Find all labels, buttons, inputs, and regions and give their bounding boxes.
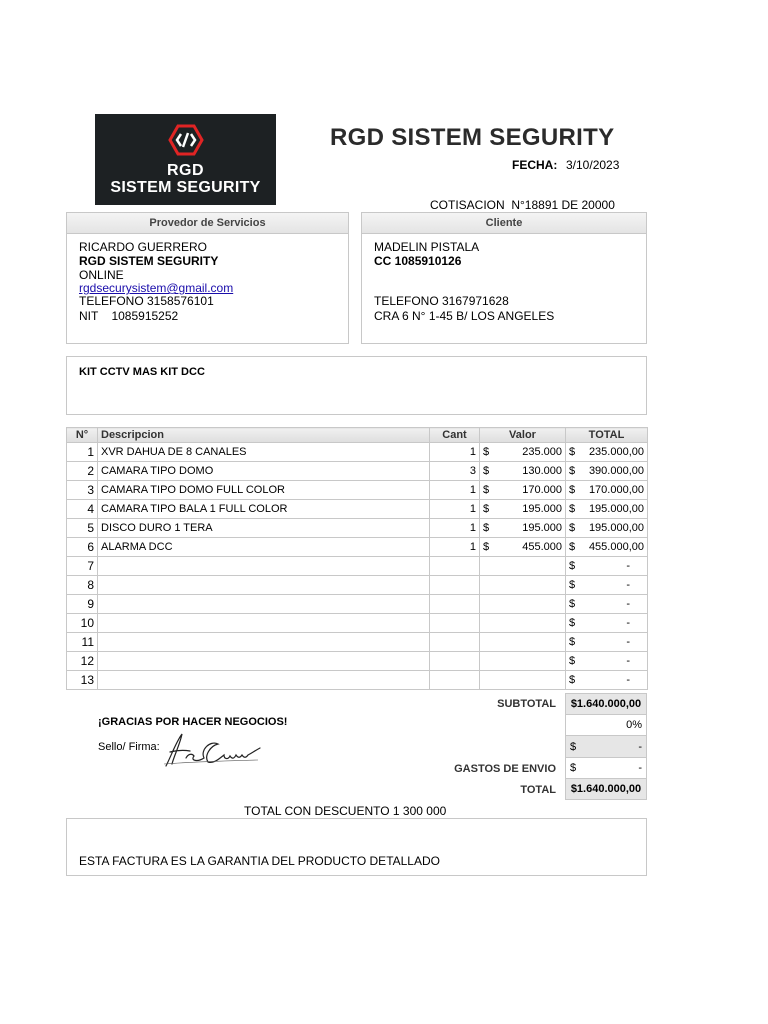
client-address: CRA 6 N° 1-45 B/ LOS ANGELES (374, 309, 555, 323)
date-label: FECHA: (512, 158, 558, 172)
row-value: 235.000 (522, 446, 562, 458)
client-box (361, 212, 647, 344)
row-value-cell (480, 443, 566, 462)
subtotal-label: SUBTOTAL (497, 698, 556, 710)
row-number: 9 (67, 595, 98, 614)
logo-text-line1: RGD (166, 162, 205, 179)
shipping-cell (565, 758, 647, 779)
row-description (98, 614, 430, 633)
row-description: ALARMA DCC (98, 538, 430, 557)
table-row (67, 557, 648, 576)
row-value-cell (480, 557, 566, 576)
table-row (67, 595, 648, 614)
row-quantity: 1 (430, 443, 480, 462)
company-title: RGD SISTEM SEGURITY (330, 124, 615, 151)
row-quantity (430, 557, 480, 576)
table-row (67, 614, 648, 633)
row-value: 455.000 (522, 541, 562, 553)
row-total-cell (566, 500, 648, 519)
row-description (98, 671, 430, 690)
row-number: 10 (67, 614, 98, 633)
row-total: - (626, 617, 630, 629)
shipping-currency: $ (570, 762, 577, 774)
row-total: - (626, 579, 630, 591)
row-value-cell (480, 671, 566, 690)
row-number: 11 (67, 633, 98, 652)
row-total: - (626, 598, 630, 610)
table-row (67, 538, 648, 557)
discount-value: - (638, 740, 642, 753)
row-total: 195.000,00 (588, 503, 644, 515)
row-total-cell (566, 519, 648, 538)
table-row (67, 481, 648, 500)
row-total: - (626, 636, 630, 648)
items-table (66, 427, 648, 690)
client-phone: TELEFONO 3167971628 (374, 294, 509, 308)
row-value: 195.000 (522, 522, 562, 534)
discount-currency: $ (570, 740, 577, 753)
row-total-currency: $ (569, 579, 576, 591)
row-number: 8 (67, 576, 98, 595)
client-name: MADELIN PISTALA (374, 240, 480, 254)
row-total-cell (566, 671, 648, 690)
row-description (98, 595, 430, 614)
provider-email-link[interactable]: rgdsecurysistem@gmail.com (79, 281, 234, 295)
row-total-cell (566, 481, 648, 500)
company-logo (95, 114, 276, 205)
table-row (67, 652, 648, 671)
row-total: 455.000,00 (588, 541, 644, 553)
row-total-currency: $ (569, 560, 576, 572)
order-description-box (66, 356, 647, 415)
row-total-currency: $ (569, 446, 576, 458)
row-number: 4 (67, 500, 98, 519)
col-header-quantity: Cant (430, 428, 480, 443)
discount-pct: 0% (626, 719, 642, 731)
row-total: - (626, 655, 630, 667)
col-header-number: N° (67, 428, 98, 443)
row-quantity (430, 652, 480, 671)
row-quantity: 3 (430, 462, 480, 481)
row-value-cell (480, 614, 566, 633)
shipping-label: GASTOS DE ENVIO (454, 763, 556, 775)
discounted-total-note: TOTAL CON DESCUENTO 1 300 000 (244, 804, 447, 818)
row-total-currency: $ (569, 655, 576, 667)
row-number: 7 (67, 557, 98, 576)
discount-cell (565, 736, 647, 758)
row-description (98, 633, 430, 652)
row-number: 6 (67, 538, 98, 557)
order-description: KIT CCTV MAS KIT DCC (79, 366, 205, 378)
row-description (98, 576, 430, 595)
total-cell (565, 779, 647, 800)
row-total-currency: $ (569, 484, 576, 496)
table-row (67, 633, 648, 652)
col-header-description: Descripcion (98, 428, 430, 443)
row-total-currency: $ (569, 541, 576, 553)
row-value-cell (480, 500, 566, 519)
row-value-cell (480, 652, 566, 671)
row-description: CAMARA TIPO DOMO FULL COLOR (98, 481, 430, 500)
col-header-value: Valor (480, 428, 566, 443)
row-value: 170.000 (522, 484, 562, 496)
row-quantity (430, 614, 480, 633)
table-row (67, 462, 648, 481)
row-value-cell (480, 462, 566, 481)
row-description: DISCO DURO 1 TERA (98, 519, 430, 538)
stamp-signature-label: Sello/ Firma: (98, 741, 160, 753)
row-total-cell (566, 538, 648, 557)
row-total-cell (566, 633, 648, 652)
row-value-currency: $ (483, 541, 490, 553)
row-total-cell (566, 443, 648, 462)
subtotal-value: $1.640.000,00 (570, 698, 642, 710)
row-total: 235.000,00 (588, 446, 644, 458)
row-value-cell (480, 481, 566, 500)
provider-nit: NIT 1085915252 (79, 309, 179, 323)
row-value-cell (480, 519, 566, 538)
provider-heading: Provedor de Servicios (67, 213, 348, 234)
row-number: 1 (67, 443, 98, 462)
row-quantity: 1 (430, 500, 480, 519)
row-total-cell (566, 652, 648, 671)
client-heading: Cliente (362, 213, 646, 234)
row-total-currency: $ (569, 503, 576, 515)
thanks-message: ¡GRACIAS POR HACER NEGOCIOS! (98, 716, 288, 728)
row-value: 130.000 (522, 465, 562, 477)
row-value-currency: $ (483, 465, 490, 477)
row-number: 12 (67, 652, 98, 671)
logo-text-line2: SISTEM SEGURITY (110, 179, 261, 196)
table-row (67, 443, 648, 462)
row-total: 195.000,00 (588, 522, 644, 534)
row-value-currency: $ (483, 522, 490, 534)
row-total-currency: $ (569, 522, 576, 534)
total-value: $1.640.000,00 (570, 783, 642, 795)
row-total-cell (566, 462, 648, 481)
row-number: 5 (67, 519, 98, 538)
row-value-cell (480, 633, 566, 652)
quote-number: COTISACION N°18891 DE 20000 (430, 198, 615, 212)
table-row (67, 519, 648, 538)
provider-box (66, 212, 349, 344)
row-quantity: 1 (430, 538, 480, 557)
date-value: 3/10/2023 (566, 158, 620, 172)
row-value-currency: $ (483, 503, 490, 515)
row-description: CAMARA TIPO DOMO (98, 462, 430, 481)
row-description (98, 652, 430, 671)
handwritten-signature (160, 728, 264, 770)
row-number: 2 (67, 462, 98, 481)
row-total-cell (566, 576, 648, 595)
shipping-value: - (638, 762, 642, 774)
col-header-total: TOTAL (566, 428, 648, 443)
subtotal-cell (565, 693, 647, 715)
row-description: XVR DAHUA DE 8 CANALES (98, 443, 430, 462)
hexagon-link-icon (168, 124, 204, 156)
table-row (67, 576, 648, 595)
row-total-cell (566, 614, 648, 633)
row-value-currency: $ (483, 484, 490, 496)
row-total-currency: $ (569, 674, 576, 686)
row-quantity (430, 633, 480, 652)
table-header-row (67, 428, 648, 443)
row-value: 195.000 (522, 503, 562, 515)
row-quantity: 1 (430, 481, 480, 500)
row-total-currency: $ (569, 636, 576, 648)
row-description: CAMARA TIPO BALA 1 FULL COLOR (98, 500, 430, 519)
provider-company: RGD SISTEM SEGURITY (79, 254, 219, 268)
row-quantity (430, 595, 480, 614)
client-id: CC 1085910126 (374, 254, 462, 268)
warranty-note: ESTA FACTURA ES LA GARANTIA DEL PRODUCTO DETALLADO (79, 854, 440, 868)
row-value-cell (480, 595, 566, 614)
table-row (67, 500, 648, 519)
row-total-currency: $ (569, 617, 576, 629)
row-value-currency: $ (483, 446, 490, 458)
row-number: 3 (67, 481, 98, 500)
discount-pct-cell (565, 715, 647, 736)
row-total-cell (566, 595, 648, 614)
row-total-cell (566, 557, 648, 576)
row-value-cell (480, 538, 566, 557)
row-quantity (430, 576, 480, 595)
row-total-currency: $ (569, 465, 576, 477)
row-total: - (626, 560, 630, 572)
row-number: 13 (67, 671, 98, 690)
row-total: 170.000,00 (588, 484, 644, 496)
row-total: 390.000,00 (588, 465, 644, 477)
row-value-cell (480, 576, 566, 595)
row-description (98, 557, 430, 576)
row-quantity: 1 (430, 519, 480, 538)
total-label: TOTAL (520, 784, 556, 796)
warranty-box (66, 818, 647, 876)
provider-name: RICARDO GUERRERO (79, 240, 208, 254)
row-total-currency: $ (569, 598, 576, 610)
row-total: - (626, 674, 630, 686)
row-quantity (430, 671, 480, 690)
provider-mode: ONLINE (79, 268, 124, 282)
table-row (67, 671, 648, 690)
provider-phone: TELEFONO 3158576101 (79, 294, 214, 308)
